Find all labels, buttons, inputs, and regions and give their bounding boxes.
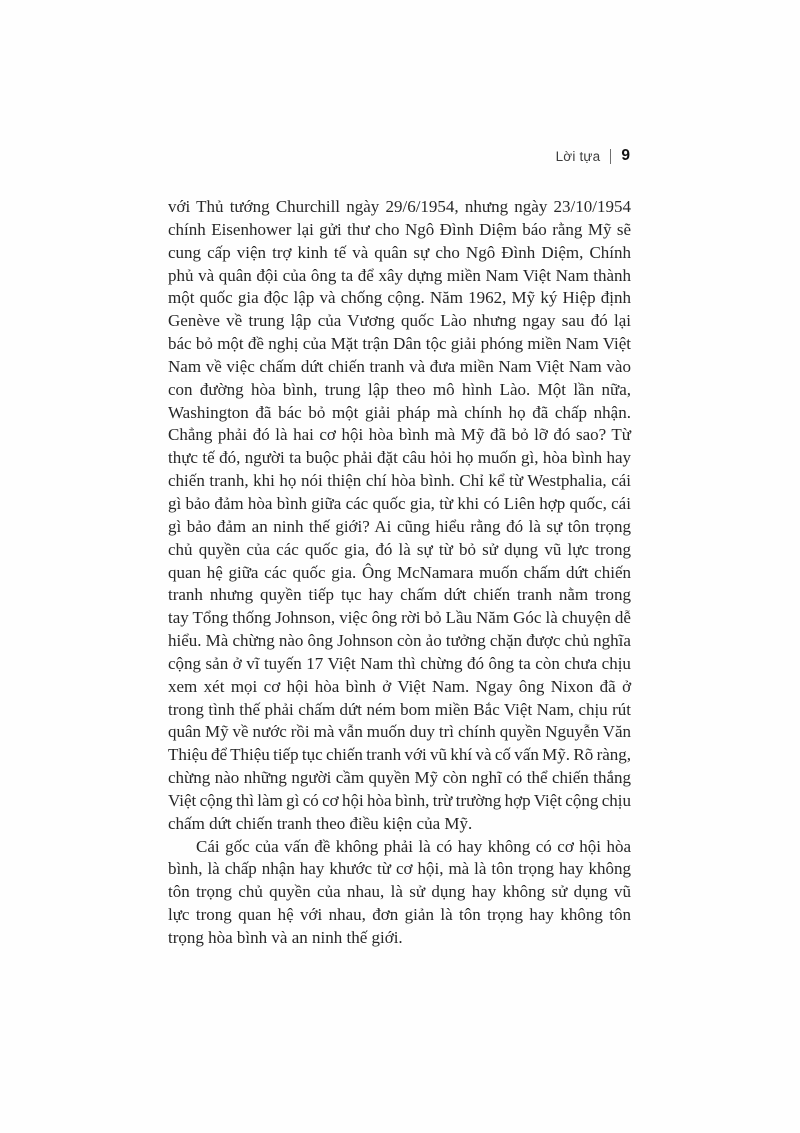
body-text <box>168 196 631 950</box>
text-line: trọng hòa bình và an ninh thế giới. <box>168 928 403 947</box>
text-line: bác bỏ một đề nghị của Mặt trận Dân tộc giải phóng miền Nam Việt <box>168 334 631 354</box>
text-line: cung cấp viện trợ kinh tế và quân sự cho Ngô Đình Diệm, Chính <box>168 242 632 262</box>
text-line: hiểu. Mà chừng nào ông Johnson còn ảo tưởng chặn được chủ nghĩa <box>168 631 631 651</box>
text-line: gì bảo đảm hòa bình giữa các quốc gia, từ khi có Liên hợp quốc, cái <box>168 493 631 513</box>
section-title: Lời tựa <box>555 148 601 164</box>
text-line: Việt cộng thì làm gì có cơ hội hòa bình, trừ trường hợp Việt cộng chịu <box>168 790 631 810</box>
text-line: cộng sản ở vĩ tuyến 17 Việt Nam thì chừng đó ông ta còn chưa chịu <box>168 653 631 673</box>
text-line: chiến tranh, khi họ nói thiện chí hòa bình. Chỉ kể từ Westphalia, cái <box>168 471 632 491</box>
page-number: 9 <box>621 147 630 164</box>
text-line: một quốc gia độc lập và chống cộng. Năm 1962, Mỹ ký Hiệp định <box>168 288 631 308</box>
text-line: chừng nào những người cầm quyền Mỹ còn nghĩ có thể chiến thắng <box>168 768 631 788</box>
text-line: chủ quyền của các quốc gia, đó là sự từ bỏ sử dụng vũ lực trong <box>168 539 632 559</box>
text-line: với Thủ tướng Churchill ngày 29/6/1954, nhưng ngày 23/10/1954 <box>168 197 631 216</box>
text-line: Washington đã bác bỏ một giải pháp mà chính họ đã chấp nhận. <box>168 402 631 422</box>
text-line: Cái gốc của vấn đề không phải là có hay không có cơ hội hòa <box>196 836 632 856</box>
running-header <box>556 147 630 165</box>
header-divider <box>610 149 611 164</box>
text-line: quan hệ giữa các quốc gia. Ông McNamara muốn chấm dứt chiến <box>168 562 631 582</box>
text-line: tôn trọng chủ quyền của nhau, là sử dụng hay không sử dụng vũ <box>168 882 631 902</box>
text-line: chính Eisenhower lại gửi thư cho Ngô Đình Diệm báo rằng Mỹ sẽ <box>168 219 632 239</box>
text-line: xem xét mọi cơ hội hòa bình ở Việt Nam. Ngay ông Nixon đã ở <box>168 676 632 696</box>
text-line: gì bảo đảm an ninh thế giới? Ai cũng hiểu rằng đó là sự tôn trọng <box>168 516 631 536</box>
text-line: lực trong quan hệ với nhau, đơn giản là tôn trọng hay không tôn <box>168 905 631 925</box>
text-line: bình, là chấp nhận hay khước từ cơ hội, mà là tôn trọng hay không <box>168 859 632 879</box>
text-line: Thiệu để Thiệu tiếp tục chiến tranh với vũ khí và cố vấn Mỹ. Rõ ràng, <box>168 745 632 765</box>
text-line: trong tình thế phải chấm dứt ném bom miền Bắc Việt Nam, chịu rút <box>168 699 632 719</box>
text-line: chấm dứt chiến tranh theo điều kiện của Mỹ. <box>168 813 473 833</box>
text-line: Chẳng phải đó là hai cơ hội hòa bình mà Mỹ đã bỏ lỡ đó sao? Từ <box>168 425 631 445</box>
text-line: Nam về việc chấm dứt chiến tranh và đưa miền Nam Việt Nam vào <box>168 356 631 376</box>
text-line: con đường hòa bình, trung lập theo mô hình Lào. Một lần nữa, <box>168 379 631 399</box>
text-line: quân Mỹ về nước rồi mà vẫn muốn duy trì chính quyền Nguyễn Văn <box>168 722 631 742</box>
text-line: thực tế đó, người ta buộc phải đặt câu hỏi họ muốn gì, hòa bình hay <box>168 448 632 468</box>
text-line: phủ và quân đội của ông ta để xây dựng miền Nam Việt Nam thành <box>168 265 632 285</box>
text-line: tay Tổng thống Johnson, việc ông rời bỏ Lầu Năm Góc là chuyện dễ <box>168 608 631 628</box>
text-line: tranh nhưng quyền tiếp tục hay chấm dứt chiến tranh nằm trong <box>168 585 631 605</box>
text-line: Genève về trung lập của Vương quốc Lào nhưng ngay sau đó lại <box>168 311 632 331</box>
